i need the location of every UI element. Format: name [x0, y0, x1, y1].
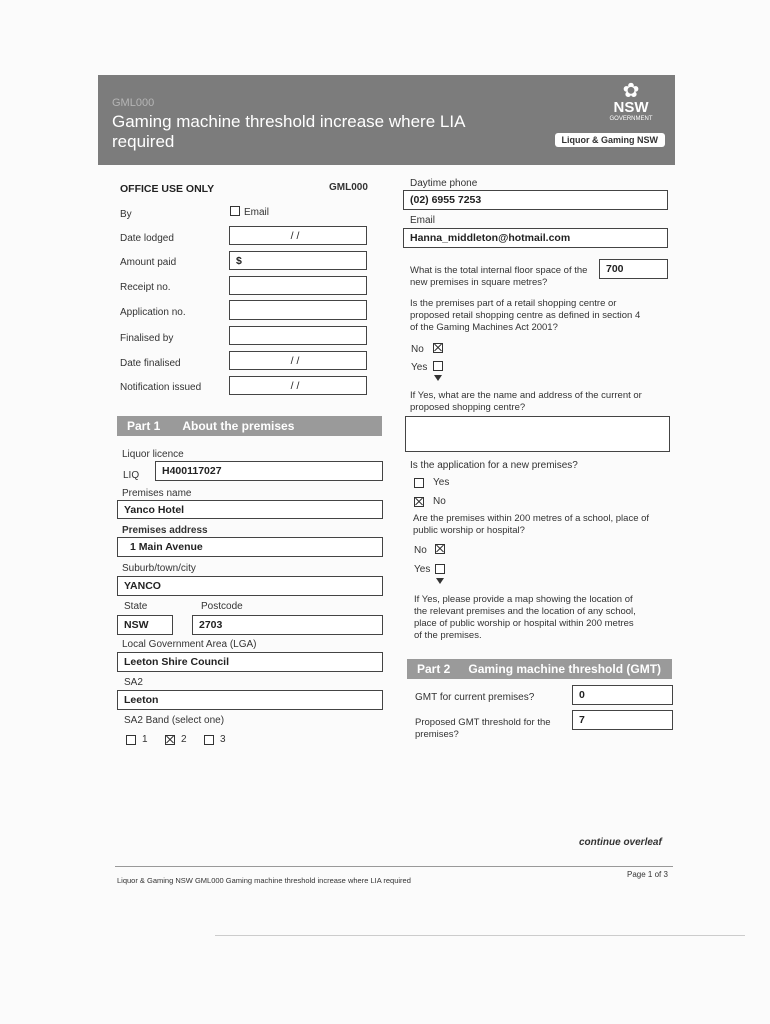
- phone-label: Daytime phone: [410, 178, 478, 189]
- premises-address-field[interactable]: 1 Main Avenue: [117, 537, 383, 557]
- premises-name-label: Premises name: [122, 488, 192, 499]
- scan-line: [215, 935, 745, 936]
- waratah-icon: ✿: [622, 80, 640, 102]
- liq-prefix: LIQ: [123, 470, 140, 481]
- school-no-checkbox[interactable]: [435, 544, 445, 554]
- lga-field[interactable]: Leeton Shire Council: [117, 652, 383, 672]
- by-label: By: [120, 209, 132, 220]
- floor-space-question: What is the total internal floor space of the new premises in square metres?: [410, 265, 588, 288]
- band-2-label: 2: [181, 734, 187, 745]
- nsw-logo: ✿ NSW GOVERNMENT: [601, 81, 661, 131]
- form-code: GML000: [112, 97, 155, 109]
- postcode-field[interactable]: 2703: [192, 615, 383, 635]
- school-yes-checkbox[interactable]: [435, 564, 445, 574]
- band-3-checkbox[interactable]: [204, 735, 214, 745]
- gmt-proposed-field[interactable]: 7: [572, 710, 673, 730]
- footer-text: Liquor & Gaming NSW GML000 Gaming machine threshold increase where LIA required: [117, 876, 411, 885]
- gmt-proposed-label: Proposed GMT threshold for the premises?: [415, 717, 551, 740]
- email-checkbox[interactable]: [230, 206, 240, 216]
- shopping-yes-label: Yes: [411, 362, 428, 373]
- new-premises-yes-checkbox[interactable]: [414, 478, 424, 488]
- premises-address-label: Premises address: [122, 525, 208, 536]
- shopping-yes-checkbox[interactable]: [433, 361, 443, 371]
- gmt-current-field[interactable]: 0: [572, 685, 673, 705]
- sa2-label: SA2: [124, 677, 143, 688]
- email-label: Email: [410, 215, 436, 226]
- lga-label: Local Government Area (LGA): [122, 639, 257, 650]
- down-arrow-icon: [436, 578, 444, 584]
- postcode-label: Postcode: [201, 601, 243, 612]
- shopping-centre-question: Is the premises part of a retail shopping centre or proposed retail shopping centre as defined in section 4 of the Gaming Machines Act 2001?: [410, 298, 641, 333]
- state-field[interactable]: NSW: [117, 615, 173, 635]
- finalised-by-label: Finalised by: [120, 333, 174, 344]
- notification-label: Notification issued: [120, 382, 202, 393]
- shopping-no-label: No: [411, 344, 424, 355]
- agency-badge: Liquor & Gaming NSW: [555, 133, 666, 147]
- date-finalised-label: Date finalised: [120, 358, 181, 369]
- amount-paid-label: Amount paid: [120, 257, 177, 268]
- new-premises-yes-label: Yes: [433, 477, 450, 488]
- new-premises-no-label: No: [433, 496, 446, 507]
- date-lodged-field[interactable]: / /: [229, 226, 367, 245]
- sa2-band-label: SA2 Band (select one): [124, 715, 225, 726]
- part1-header: Part 1 About the premises: [117, 416, 382, 436]
- suburb-label: Suburb/town/city: [122, 563, 196, 574]
- amount-paid-field[interactable]: $: [229, 251, 367, 270]
- state-label: State: [124, 601, 148, 612]
- date-finalised-field[interactable]: / /: [229, 351, 367, 370]
- phone-field[interactable]: (02) 6955 7253: [403, 190, 668, 210]
- band-1-checkbox[interactable]: [126, 735, 136, 745]
- school-yes-label: Yes: [414, 564, 431, 575]
- school-no-label: No: [414, 545, 427, 556]
- finalised-by-field[interactable]: [229, 326, 367, 345]
- office-code: GML000: [329, 182, 368, 193]
- down-arrow-icon: [434, 375, 442, 381]
- school-question: Are the premises within 200 metres of a school, place of public worship or hospital?: [413, 513, 650, 536]
- office-use-heading: OFFICE USE ONLY: [120, 183, 215, 195]
- continue-overleaf: continue overleaf: [579, 837, 662, 848]
- school-if-yes-label: If Yes, please provide a map showing the location of the relevant premises and the location of any school, place of public worship or hospital within 200 metres of the premises.: [414, 594, 636, 641]
- footer-rule: [115, 866, 673, 867]
- shopping-centre-field[interactable]: [405, 416, 670, 452]
- notification-field[interactable]: / /: [229, 376, 367, 395]
- application-label: Application no.: [120, 307, 186, 318]
- new-premises-no-checkbox[interactable]: [414, 497, 424, 507]
- form-banner: [98, 75, 675, 165]
- page-number: Page 1 of 3: [627, 870, 668, 879]
- liquor-licence-label: Liquor licence: [122, 449, 184, 460]
- band-2-checkbox[interactable]: [165, 735, 175, 745]
- premises-name-field[interactable]: Yanco Hotel: [117, 500, 383, 519]
- shopping-no-checkbox[interactable]: [433, 343, 443, 353]
- floor-space-field[interactable]: 700: [599, 259, 668, 279]
- receipt-field[interactable]: [229, 276, 367, 295]
- liquor-licence-field[interactable]: H400117027: [155, 461, 383, 481]
- band-1-label: 1: [142, 734, 148, 745]
- shopping-if-yes-label: If Yes, what are the name and address of the current or proposed shopping centre?: [410, 390, 642, 413]
- form-title: Gaming machine threshold increase where LIA required: [112, 112, 465, 151]
- suburb-field[interactable]: YANCO: [117, 576, 383, 596]
- email-checkbox-label: Email: [244, 207, 270, 218]
- band-3-label: 3: [220, 734, 226, 745]
- gmt-current-label: GMT for current premises?: [415, 692, 535, 703]
- email-field[interactable]: Hanna_middleton@hotmail.com: [403, 228, 668, 248]
- sa2-field[interactable]: Leeton: [117, 690, 383, 710]
- application-field[interactable]: [229, 300, 367, 320]
- receipt-label: Receipt no.: [120, 282, 171, 293]
- new-premises-question: Is the application for a new premises?: [410, 460, 578, 471]
- part2-header: Part 2 Gaming machine threshold (GMT): [407, 659, 672, 679]
- date-lodged-label: Date lodged: [120, 233, 174, 244]
